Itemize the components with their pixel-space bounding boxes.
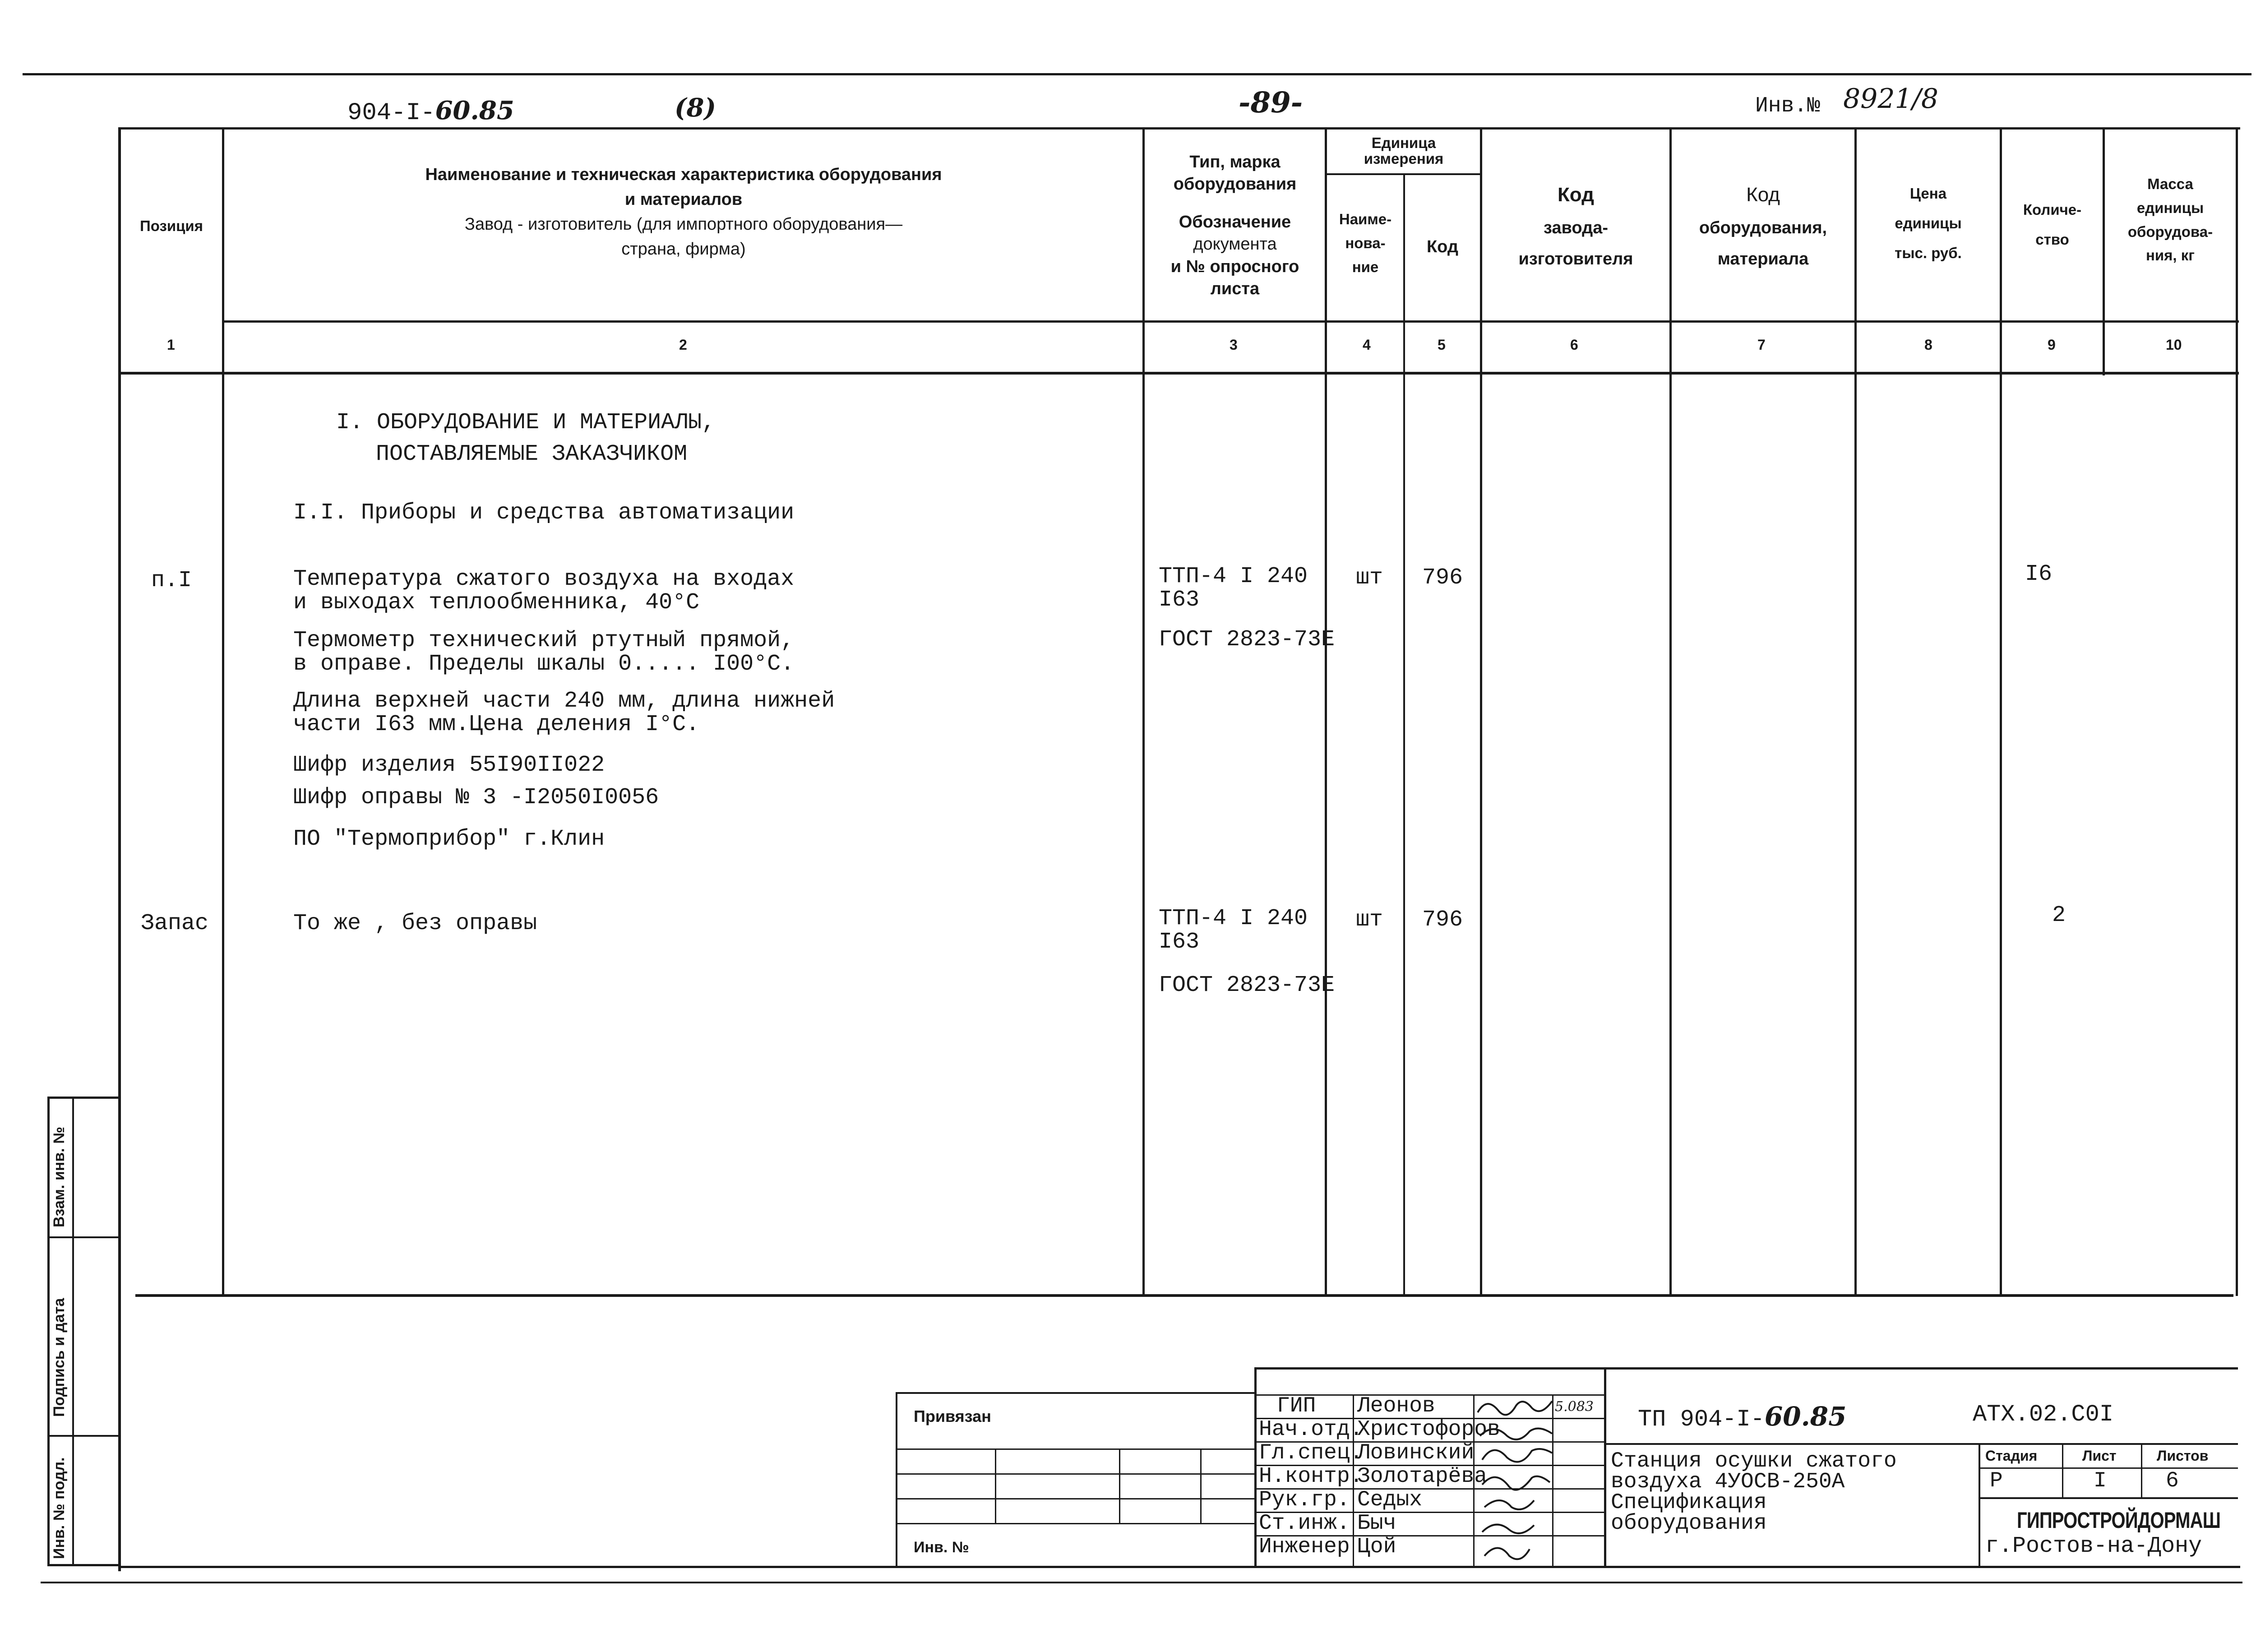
- stage-row-1: [1979, 1467, 2238, 1469]
- col-line-5: [1480, 127, 1482, 1296]
- doc-bracket: (8): [675, 93, 716, 123]
- col-number-10: 10: [2166, 337, 2182, 353]
- organization-city: г.Ростов-на-Дону: [1985, 1533, 2202, 1559]
- row2-quantity: 2: [2052, 902, 2066, 928]
- col-number-2: 2: [679, 337, 687, 353]
- privyazan-label: Привязан: [914, 1407, 991, 1425]
- frame-right: [2236, 127, 2238, 1296]
- stage-row-2: [1979, 1497, 2238, 1499]
- privyazan-col-1: [995, 1448, 996, 1523]
- stage-block-left: [1979, 1443, 1980, 1566]
- body-bottom-rule: [135, 1294, 2233, 1297]
- inv-number-label: Инв. №: [914, 1539, 969, 1556]
- section-title: I. ОБОРУДОВАНИЕ И МАТЕРИАЛЫ, ПОСТАВЛЯЕМЫЕ ЗАКАЗЧИКОМ: [336, 410, 716, 467]
- header-unit-name: Наиме- нова- ние: [1339, 211, 1392, 275]
- sheets-label: Листов: [2157, 1448, 2209, 1464]
- col-number-7: 7: [1757, 337, 1766, 353]
- row1-unit: шт: [1356, 565, 1383, 591]
- header-unit-code: Код: [1426, 237, 1459, 256]
- privyazan-row-1: [896, 1448, 1257, 1450]
- bottom-edge: [41, 1582, 2242, 1583]
- inventory-number: 8921/8: [1843, 83, 1939, 115]
- sheets-value: 6: [2166, 1469, 2179, 1493]
- privyazan-row-4: [896, 1523, 1257, 1524]
- margin-left: [47, 1097, 50, 1566]
- header-plant-code: Код завода- изготовителя: [1518, 184, 1633, 268]
- drawing-code: АТХ.02.С0I: [1973, 1401, 2114, 1428]
- frame-left: [118, 127, 121, 1571]
- subsection-title: I.I. Приборы и средства автоматизации: [293, 500, 795, 526]
- header-price: Цена единицы тыс. руб.: [1895, 185, 1962, 261]
- privyazan-col-2: [1119, 1448, 1120, 1523]
- row1-code: 796: [1422, 565, 1463, 591]
- row1-position: п.I: [151, 568, 192, 593]
- handwritten-signatures: [1473, 1394, 1600, 1566]
- organization-name: ГИПРОСТРОЙДОРМАШ: [2017, 1508, 2221, 1533]
- row1-description: Температура сжатого воздуха на входах и выходах теплообменника, 40°С Термометр технический ртутный прямой, в оправе. Пределы шкалы 0..... I00°С. Длина верхней части 240 мм, длина нижней части I63 мм.Цена деления I°С. Шифр изделия 55I90II022 Шифр оправы № 3 -I2050I0056 ПО "Термоприбор" г.Клин: [293, 566, 835, 852]
- row2-code: 796: [1422, 907, 1463, 933]
- frame-bottom: [120, 1566, 2240, 1568]
- col-line-4: [1403, 174, 1405, 1296]
- margin-rule-2: [47, 1435, 120, 1437]
- header-type: Тип, марка оборудования Обозначение документа и № опросного листа: [1170, 153, 1299, 298]
- privyazan-col-3: [1200, 1448, 1202, 1523]
- sheet-value: I: [2094, 1469, 2107, 1493]
- frame-top: [120, 127, 2240, 130]
- privyazan-row-2: [896, 1473, 1257, 1475]
- sign-block-top: [1254, 1367, 2238, 1370]
- signature-roles: ГИП Нач.отд. Гл.спец. Н.контр. Рук.гр. Ст.инж. Инженер: [1259, 1394, 1363, 1559]
- col-line-1: [222, 127, 224, 1296]
- row2-type: ТТП-4 I 240 I63 ГОСТ 2823-73Е: [1159, 906, 1335, 998]
- privyazan-row-3: [896, 1498, 1257, 1499]
- inventory-label: Инв.№: [1755, 94, 1821, 118]
- stage-value: Р: [1990, 1469, 2003, 1493]
- col-number-4: 4: [1363, 337, 1371, 353]
- margin-signature-label: Подпись и дата: [51, 1298, 68, 1417]
- sign-date: 5.083: [1555, 1399, 1594, 1415]
- privyazan-top: [896, 1392, 1257, 1394]
- header-position: Позиция: [140, 217, 203, 234]
- stage-col-1: [2062, 1443, 2063, 1497]
- col-line-2: [1142, 127, 1145, 1296]
- top-rule: [23, 73, 2251, 75]
- signature-names: Леонов Христофоров Ловинский Золотарёва Седых Быч Цой: [1357, 1394, 1500, 1559]
- header-equipment-code: Код оборудования, материала: [1699, 184, 1827, 268]
- header-rule: [222, 320, 2239, 323]
- header-name: Наименование и техническая характеристика оборудования и материалов Завод - изготовитель (для импортного оборудования— страна, фирма): [425, 165, 942, 259]
- sign-block-right: [1604, 1367, 1606, 1566]
- margin-top: [47, 1097, 120, 1099]
- col-line-3: [1325, 127, 1327, 1296]
- row1-quantity: I6: [2025, 561, 2053, 587]
- col-line-7: [1854, 127, 1857, 1296]
- col-line-6: [1669, 127, 1672, 1296]
- title-rule: [1604, 1443, 2238, 1445]
- doc-number: 904-I-60.85: [347, 96, 514, 127]
- sheet-label: Лист: [2082, 1448, 2117, 1464]
- col-number-1: 1: [167, 337, 175, 353]
- col-number-5: 5: [1438, 337, 1446, 353]
- header-mass: Масса единицы оборудова- ния, кг: [2127, 176, 2213, 264]
- stage-label: Стадия: [1985, 1448, 2038, 1464]
- row2-position: Запас: [141, 911, 209, 936]
- margin-bottom: [47, 1564, 120, 1566]
- col-number-8: 8: [1924, 337, 1932, 353]
- margin-invpodl-label: Инв. № подл.: [51, 1457, 68, 1559]
- margin-divider: [72, 1097, 74, 1566]
- col-number-6: 6: [1570, 337, 1578, 353]
- row1-type: ТТП-4 I 240 I63 ГОСТ 2823-73Е: [1159, 564, 1335, 652]
- margin-rule-1: [47, 1236, 120, 1238]
- col-number-9: 9: [2048, 337, 2056, 353]
- privyazan-left: [896, 1392, 897, 1566]
- row2-unit: шт: [1356, 907, 1383, 933]
- header-unit-rule: [1325, 173, 1480, 175]
- col-number-3: 3: [1230, 337, 1238, 353]
- drawing-title: Станция осушки сжатого воздуха 4УОСВ-250А Спецификация оборудования: [1611, 1449, 1897, 1536]
- col-line-8: [2000, 127, 2002, 1296]
- header-unit: Единица измерения: [1364, 134, 1444, 167]
- stage-col-2: [2141, 1443, 2142, 1497]
- header-quantity: Количе- ство: [2023, 201, 2082, 248]
- margin-vzam-label: Взам. инв. №: [51, 1126, 68, 1227]
- numbers-rule: [118, 372, 2239, 375]
- row2-description: То же , без оправы: [293, 911, 537, 936]
- page-mark: -89-: [1239, 86, 1303, 120]
- project-code: ТП 904-I-60.85: [1638, 1401, 1847, 1433]
